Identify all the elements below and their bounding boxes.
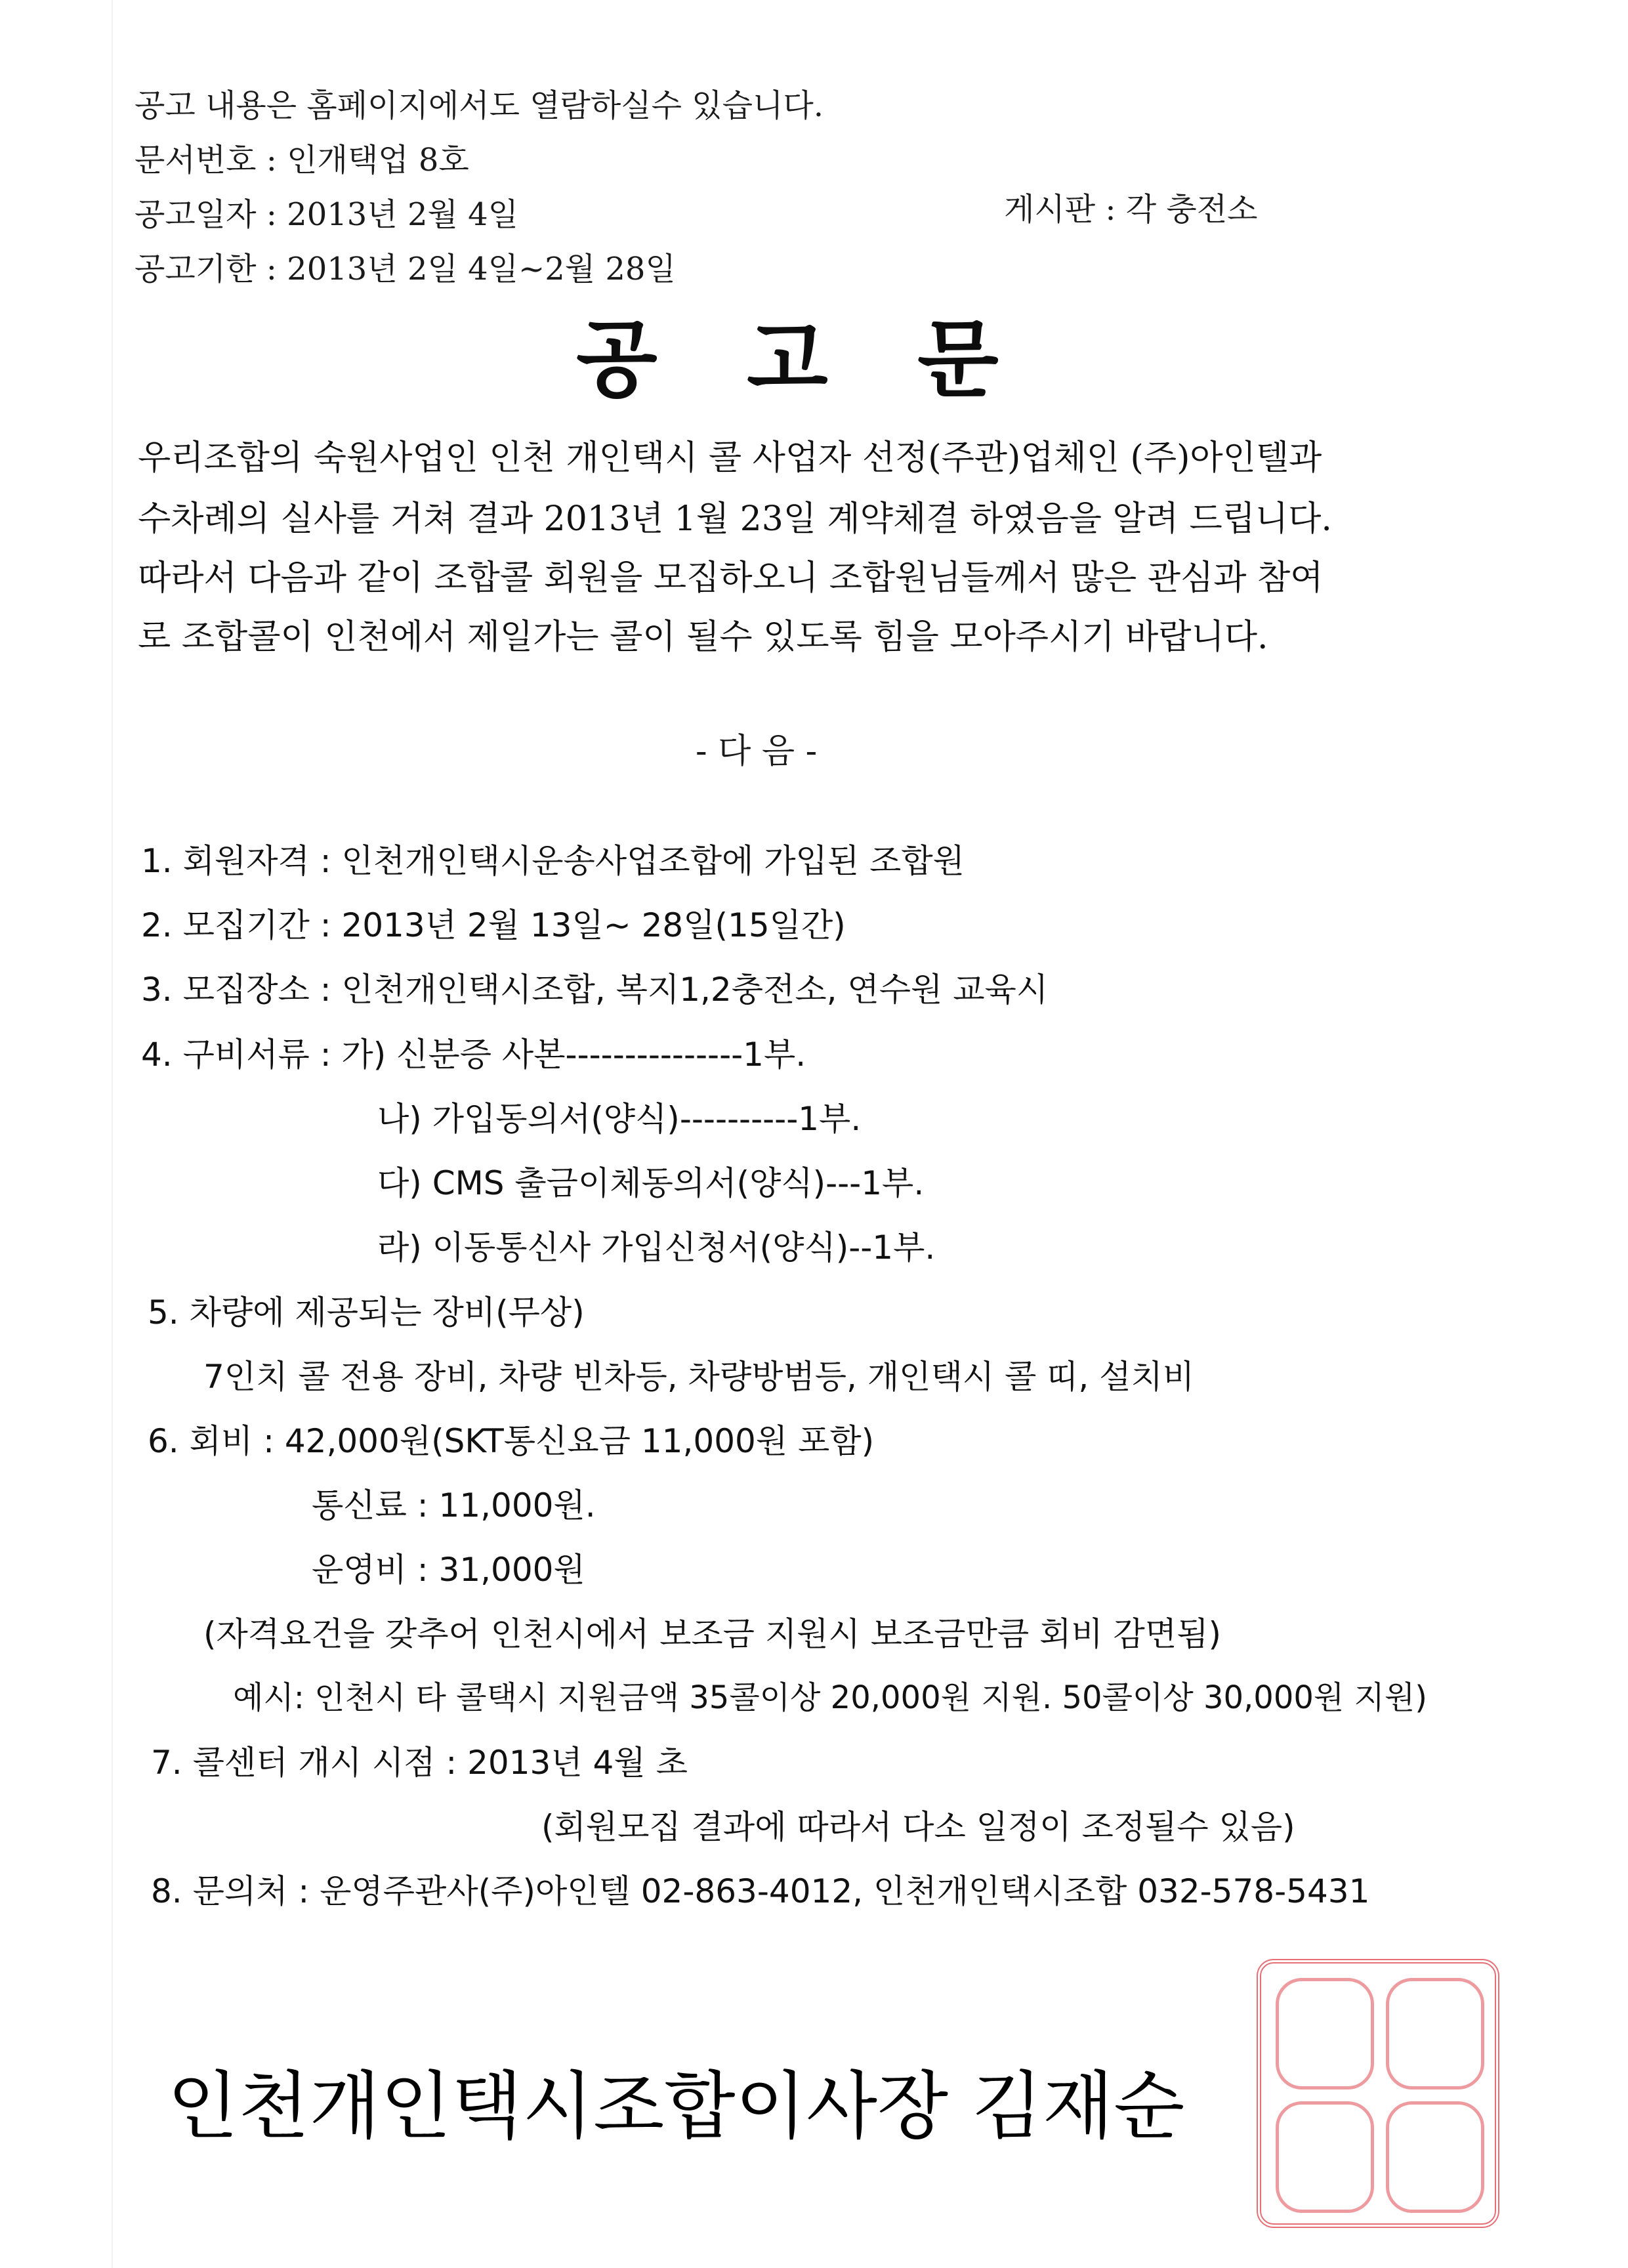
intro-line: 따라서 다음과 같이 조합콜 회원을 모집하오니 조합원님들께서 많은 관심과 참여 <box>138 558 1324 598</box>
seal-glyph-block <box>1276 2101 1374 2213</box>
item-fee-example: 예시: 인천시 타 콜택시 지원금액 35콜이상 20,000원 지원. 50콜이상 30,000원 지원) <box>233 1679 1427 1716</box>
notice-date: 공고일자 : 2013년 2월 4일 <box>135 196 519 233</box>
intro-line: 우리조합의 숙원사업인 인천 개인택시 콜 사업자 선정(주관)업체인 (주)아인텔과 <box>138 438 1322 478</box>
notice-period: 공고기한 : 2013년 2일 4일~2월 28일 <box>135 251 676 287</box>
scan-edge-shadow <box>112 0 113 2268</box>
item-fee-operation: 운영비 : 31,000원 <box>312 1551 585 1589</box>
seal-glyph-block <box>1276 1978 1374 2090</box>
signature-line: 인천개인택시조합이사장 김재순 <box>167 2064 1185 2149</box>
item-fee-note: (자격요건을 갖추어 인천시에서 보조금 지원시 보조금만큼 회비 감면됨) <box>203 1615 1221 1653</box>
item-documents-sub: 라) 이동통신사 가입신청서(양식)--1부. <box>377 1228 936 1267</box>
item-membership: 1. 회원자격 : 인천개인택시운송사업조합에 가입된 조합원 <box>141 842 965 880</box>
intro-line: 로 조합콜이 인천에서 제일가는 콜이 될수 있도록 힘을 모아주시기 바랍니다. <box>138 618 1268 657</box>
homepage-notice: 공고 내용은 홈페이지에서도 열람하실수 있습니다. <box>135 87 824 124</box>
seal-glyph-block <box>1386 1978 1484 2090</box>
item-contact: 8. 문의처 : 운영주관사(주)아인텔 02-863-4012, 인천개인택시조합 032-578-5431 <box>151 1872 1370 1910</box>
document-title <box>532 292 1043 413</box>
item-documents-sub: 다) CMS 출금이체동의서(양식)---1부. <box>377 1164 925 1202</box>
item-equipment: 5. 차량에 제공되는 장비(무상) <box>148 1293 585 1332</box>
item-launch-note: (회원모집 결과에 따라서 다소 일정이 조정될수 있음) <box>541 1808 1295 1846</box>
item-fee: 6. 회비 : 42,000원(SKT통신요금 11,000원 포함) <box>148 1422 875 1460</box>
item-documents-sub: 나) 가입동의서(양식)----------1부. <box>377 1100 862 1138</box>
title-char: 문 <box>917 310 999 409</box>
red-seal-icon <box>1257 1959 1499 2228</box>
item-location: 3. 모집장소 : 인천개인택시조합, 복지1,2충전소, 연수원 교육시 <box>141 971 1049 1009</box>
title-char: 공 <box>576 310 657 409</box>
subheading: - 다 음 - <box>696 732 818 771</box>
intro-line: 수차례의 실사를 거쳐 결과 2013년 1월 23일 계약체결 하였음을 알려 드립니다. <box>138 499 1332 539</box>
bulletin-location: 게시판 : 각 충전소 <box>1004 191 1258 228</box>
item-launch: 7. 콜센터 개시 시점 : 2013년 4월 초 <box>151 1744 688 1782</box>
item-equipment-detail: 7인치 콜 전용 장비, 차량 빈차등, 차량방범등, 개인택시 콜 띠, 설치비 <box>203 1358 1195 1396</box>
document-number: 문서번호 : 인개택업 8호 <box>135 142 469 178</box>
title-char: 고 <box>747 310 828 409</box>
item-period: 2. 모집기간 : 2013년 2월 13일~ 28일(15일간) <box>141 906 846 944</box>
item-fee-telecom: 통신료 : 11,000원. <box>312 1486 596 1524</box>
seal-glyph-block <box>1386 2101 1484 2213</box>
item-documents: 4. 구비서류 : 가) 신분증 사본---------------1부. <box>141 1036 806 1074</box>
